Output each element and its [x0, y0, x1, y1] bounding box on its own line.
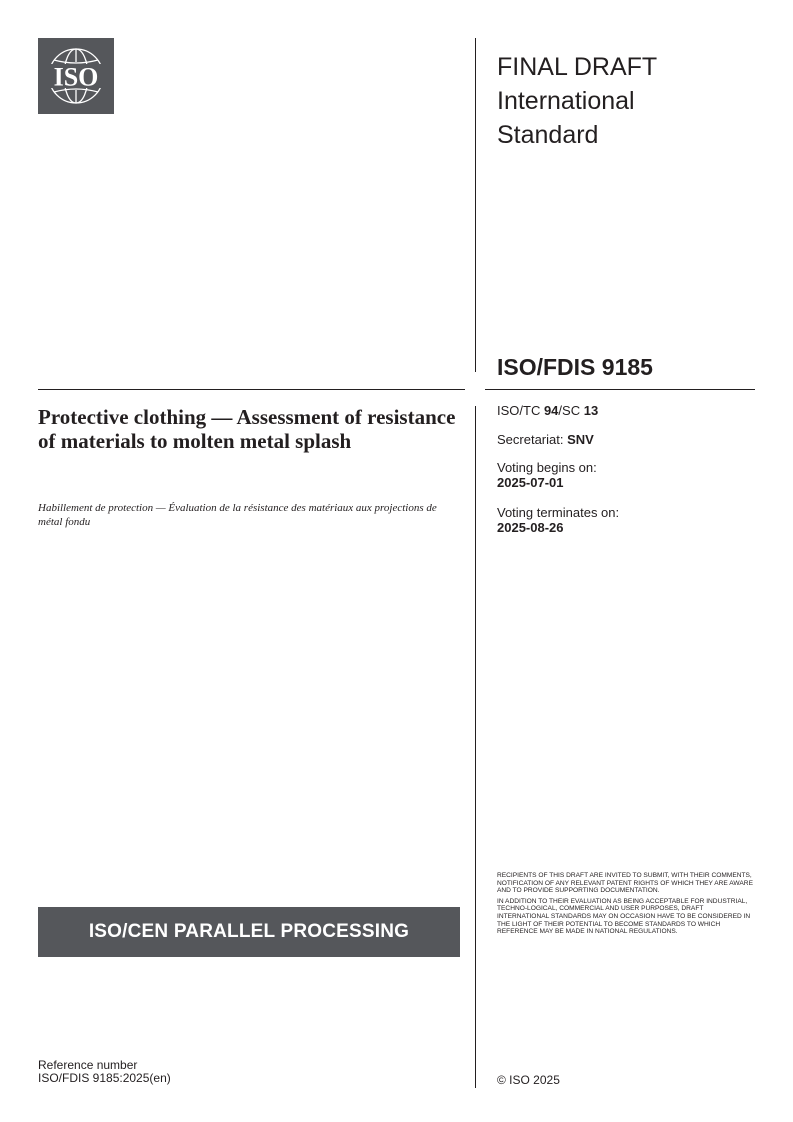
voting-ends-date: 2025-08-26 [497, 520, 564, 535]
reference-label: Reference number [38, 1058, 138, 1072]
voting-begins-label: Voting begins on: [497, 460, 597, 475]
committee-line [497, 403, 598, 418]
reference-number [38, 1059, 171, 1085]
horizontal-rule-left [38, 389, 465, 390]
secretariat-line [497, 432, 594, 447]
copyright: © ISO 2025 [497, 1073, 560, 1087]
globe-icon [38, 38, 114, 114]
secretariat-value: SNV [567, 432, 594, 447]
secretariat-label: Secretariat: [497, 432, 568, 447]
committee-prefix: ISO/TC [497, 403, 544, 418]
horizontal-rule-right [485, 389, 755, 390]
tc-number: 94 [543, 403, 559, 418]
doc-type-line: Standard [497, 121, 599, 149]
iso-logo [38, 38, 114, 114]
parallel-processing-banner: ISO/CEN PARALLEL PROCESSING [38, 907, 460, 957]
notice-paragraph: RECIPIENTS OF THIS DRAFT ARE INVITED TO SUBMIT, WITH THEIR COMMENTS, NOTIFICATION OF ANY RELEVANT PATENT RIGHTS OF WHICH THEY ARE AWARE AND TO PROVIDE SUPPORTING DOCUMENTATION. [497, 872, 753, 895]
document-number: ISO/FDIS 9185 [497, 354, 653, 380]
draft-notice [497, 872, 755, 939]
voting-begins [497, 460, 597, 490]
divider-gap [473, 372, 478, 406]
notice-paragraph: IN ADDITION TO THEIR EVALUATION AS BEING ACCEPTABLE FOR INDUSTRIAL, TECHNO-LOGICAL, COMMERCIAL AND USER PURPOSES, DRAFT INTERNATIONAL STANDARDS MAY ON OCCASION HAVE TO BE CONSIDERED IN THE LIGHT OF THEIR POTENTIAL TO BECOME STANDARDS TO WHICH REFERENCE MAY BE MADE IN NATIONAL REGULATIONS. [497, 897, 751, 936]
title-french: Habillement de protection — Évaluation de la résistance des matériaux aux projections de métal fondu [38, 502, 437, 528]
sc-prefix: /SC [558, 403, 584, 418]
svg-text:ISO: ISO [53, 62, 99, 92]
title-english: Protective clothing — Assessment of resistance of materials to molten metal splash [38, 405, 456, 453]
voting-terminates [497, 505, 619, 535]
doc-type-line: FINAL DRAFT [497, 53, 658, 81]
sc-number: 13 [583, 403, 599, 418]
vertical-divider [475, 38, 476, 1088]
voting-ends-label: Voting terminates on: [497, 505, 620, 520]
reference-value: ISO/FDIS 9185:2025(en) [38, 1071, 171, 1085]
document-type [497, 50, 757, 152]
doc-type-line: International [497, 87, 635, 115]
voting-begins-date: 2025-07-01 [497, 475, 564, 490]
